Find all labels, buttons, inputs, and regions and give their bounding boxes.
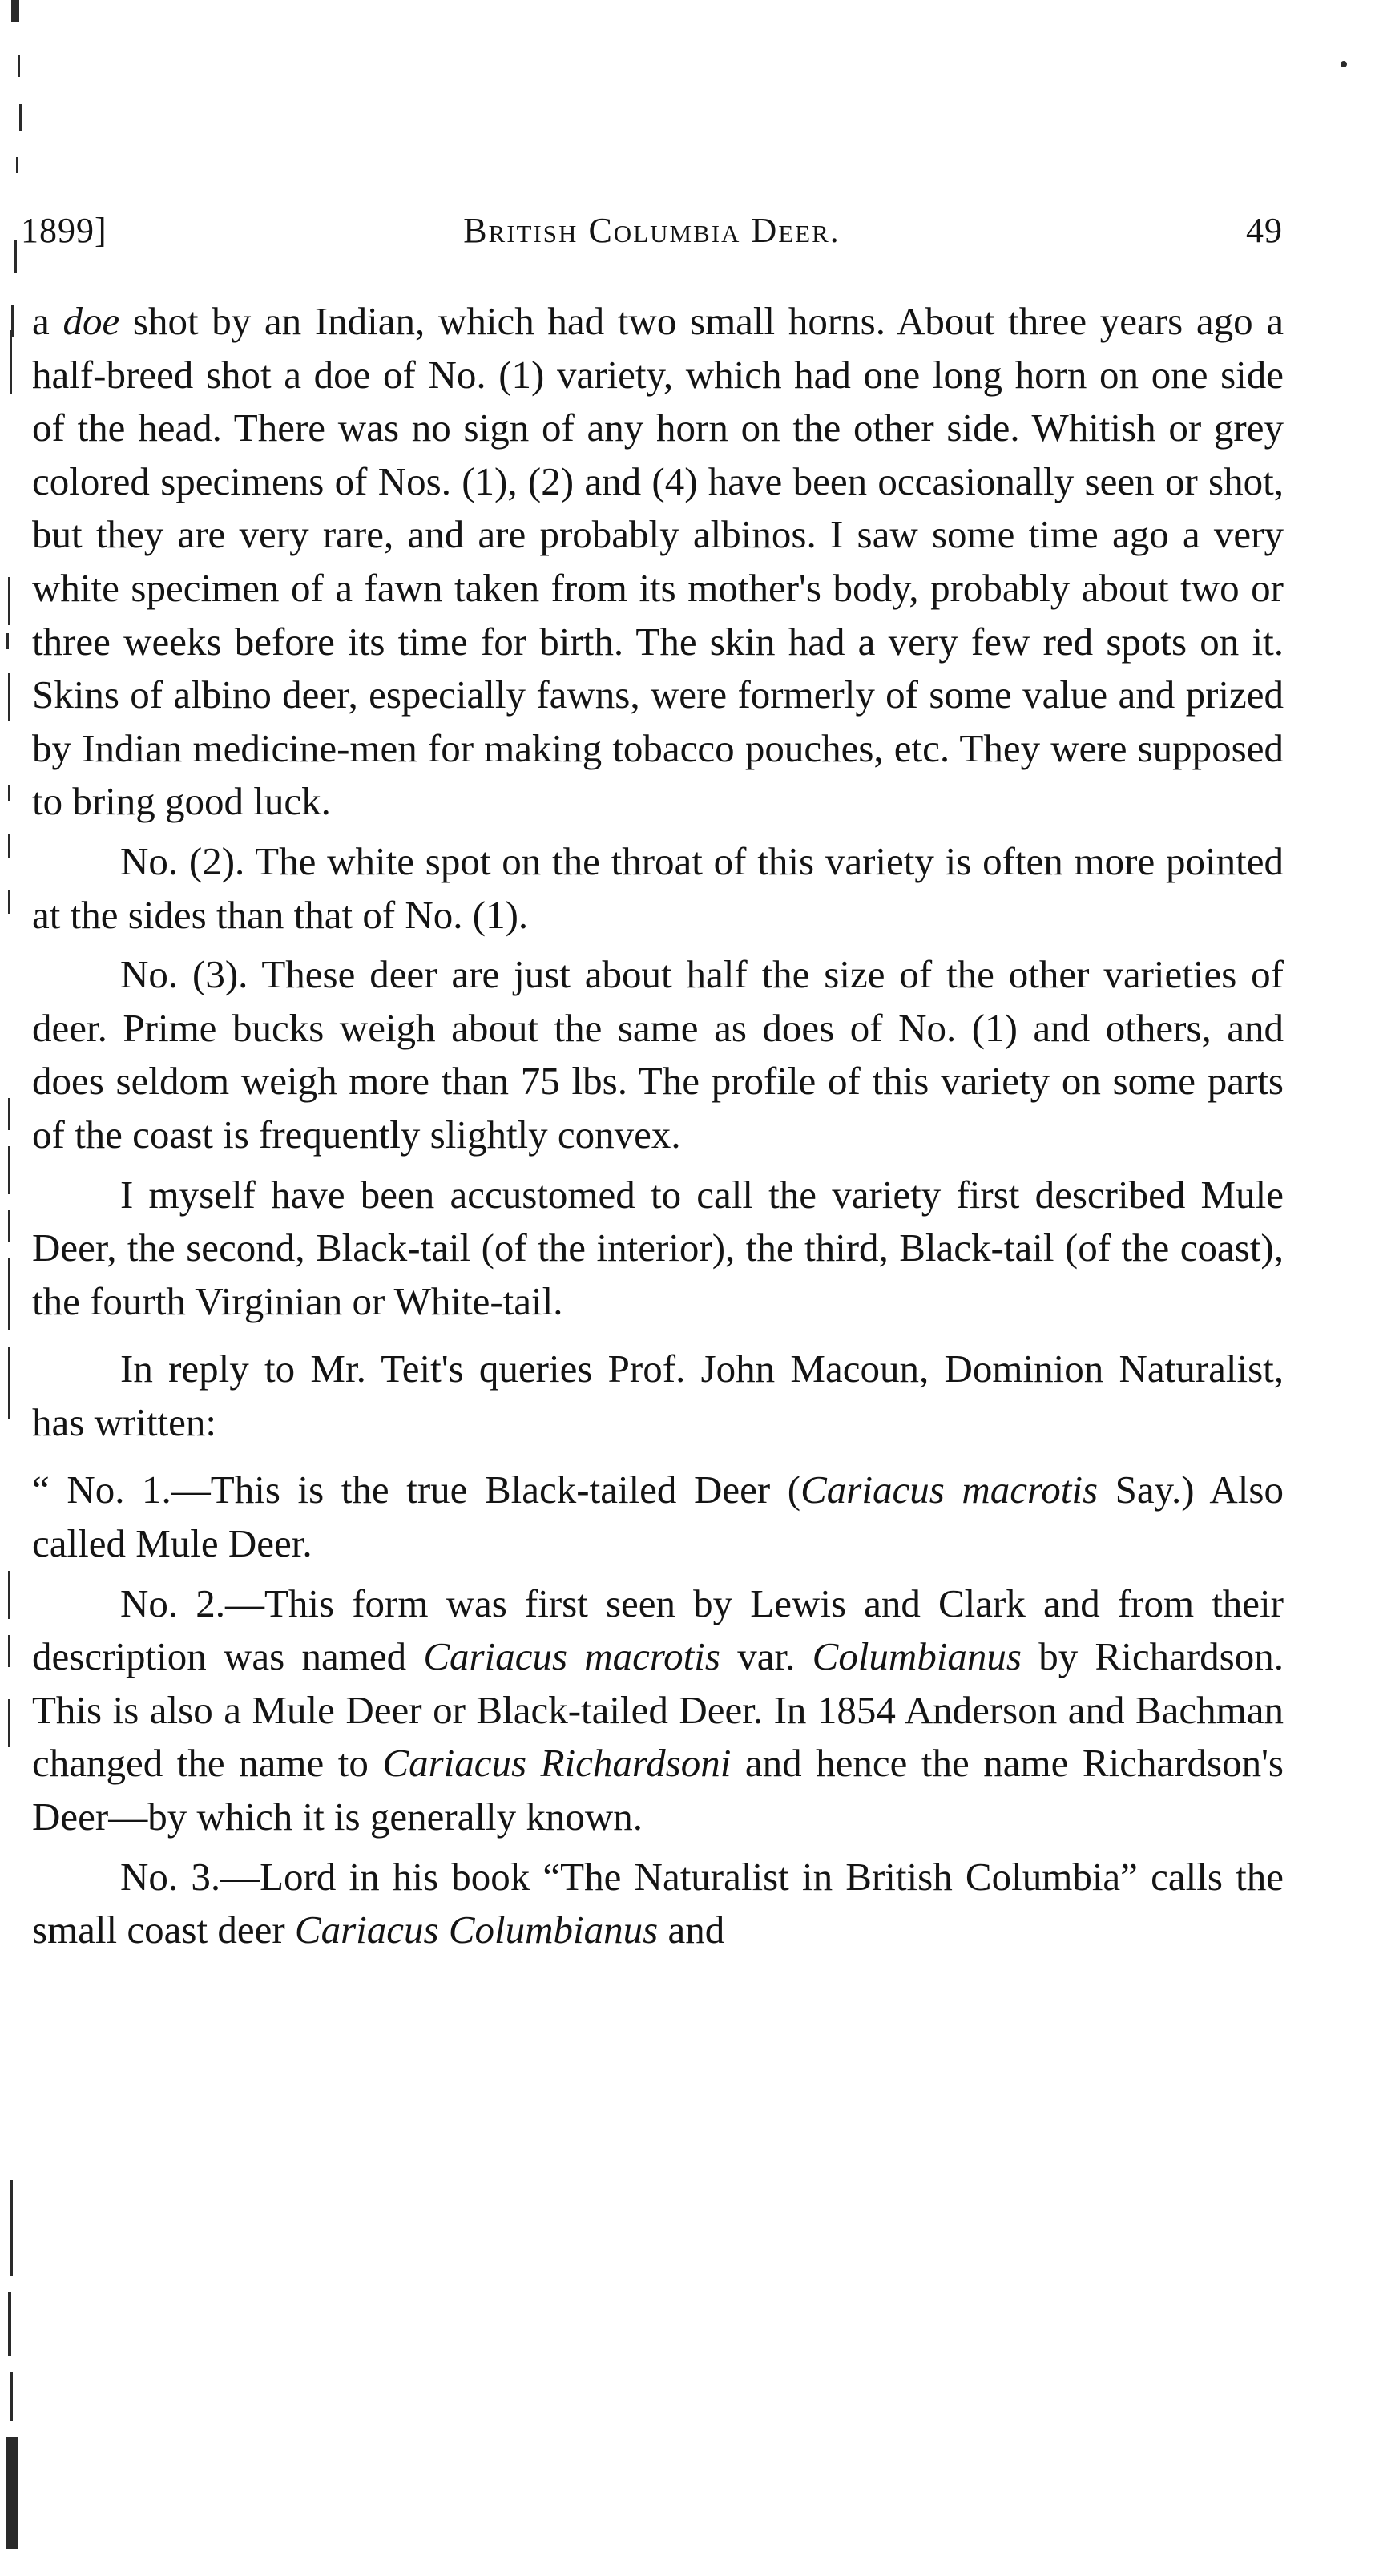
running-header	[21, 210, 1283, 258]
text-run: a	[32, 299, 63, 343]
paragraph	[32, 835, 1284, 942]
paragraph	[32, 295, 1284, 829]
text-run: Say.) Also called Mule Deer.	[32, 1468, 1284, 1566]
italic-term: doe	[62, 299, 120, 343]
text-run: No. 2.—This form was first seen by Lewis and Clark and from their description was named	[32, 1581, 1284, 1679]
italic-term: Cariacus Columbianus	[294, 1908, 659, 1952]
header-year: 1899]	[21, 211, 107, 250]
text-run: No. (2). The white spot on the throat of this variety is often more pointed at the sides than that of No. (1).	[32, 838, 1284, 937]
page-number: 49	[1246, 211, 1283, 250]
paragraph	[32, 1851, 1284, 1957]
left-margin-scan-marks	[0, 0, 32, 2576]
scan-speck	[1341, 61, 1347, 67]
italic-term: Cariacus macrotis	[800, 1468, 1099, 1512]
italic-term: Columbianus	[812, 1634, 1022, 1679]
text-run: and	[658, 1908, 725, 1952]
text-run: I myself have been accustomed to call the variety first described Mule Deer, the second, Black-tail (of the interior), the third, Black-tail (of the coast), the fourth Virginian or White-tail.	[32, 1172, 1284, 1323]
text-run: and hence the name Richardson's Deer—by which it is generally known.	[32, 1741, 1284, 1839]
italic-term: Cariacus Richardsoni	[382, 1741, 732, 1786]
paragraph	[32, 1343, 1284, 1449]
text-run: No. 3.—Lord in his book “The Naturalist in British Columbia” calls the small coast deer	[32, 1854, 1284, 1952]
paragraph	[32, 1464, 1284, 1570]
text-run: In reply to Mr. Teit's queries Prof. John Macoun, Dominion Naturalist, has written:	[32, 1347, 1284, 1444]
text-run: by Richardson. This is also a Mule Deer or Black-tailed Deer. In 1854 Anderson and Bachman changed the name to	[32, 1634, 1284, 1786]
text-run: No. (3). These deer are just about half the size of the other varieties of deer. Prime bucks weigh about the same as does of No. (1) and others, and does seldom weigh more than 75 lbs. The profile of this variety on some parts of the coast is frequently slightly convex.	[32, 952, 1284, 1157]
paragraph	[32, 1577, 1284, 1844]
body-text	[32, 295, 1284, 1957]
italic-term: Cariacus macrotis	[423, 1634, 720, 1679]
text-run: shot by an Indian, which had two small horns. About three years ago a half-breed shot a doe of No. (1) variety, which had one long horn on one side of the head. There was no sign of any horn on the other side. Whitish or grey colored specimens of Nos. (1), (2) and (4) have been occasionally seen or shot, but they are very rare, and are probably albinos. I saw some time ago a very white specimen of a fawn taken from its mother's body, probably about two or three weeks before its time for birth. The skin had a very few red spots on it. Skins of albino deer, especially fawns, were formerly of some value and prized by Indian medicine-men for making tobacco pouches, etc. They were supposed to bring good luck.	[32, 299, 1284, 824]
paragraph	[32, 948, 1284, 1161]
paragraph	[32, 1169, 1284, 1329]
text-run: “ No. 1.—This is the true Black-tailed Deer (	[32, 1468, 801, 1512]
header-title: British Columbia Deer.	[463, 211, 841, 250]
text-run: var.	[720, 1634, 812, 1679]
